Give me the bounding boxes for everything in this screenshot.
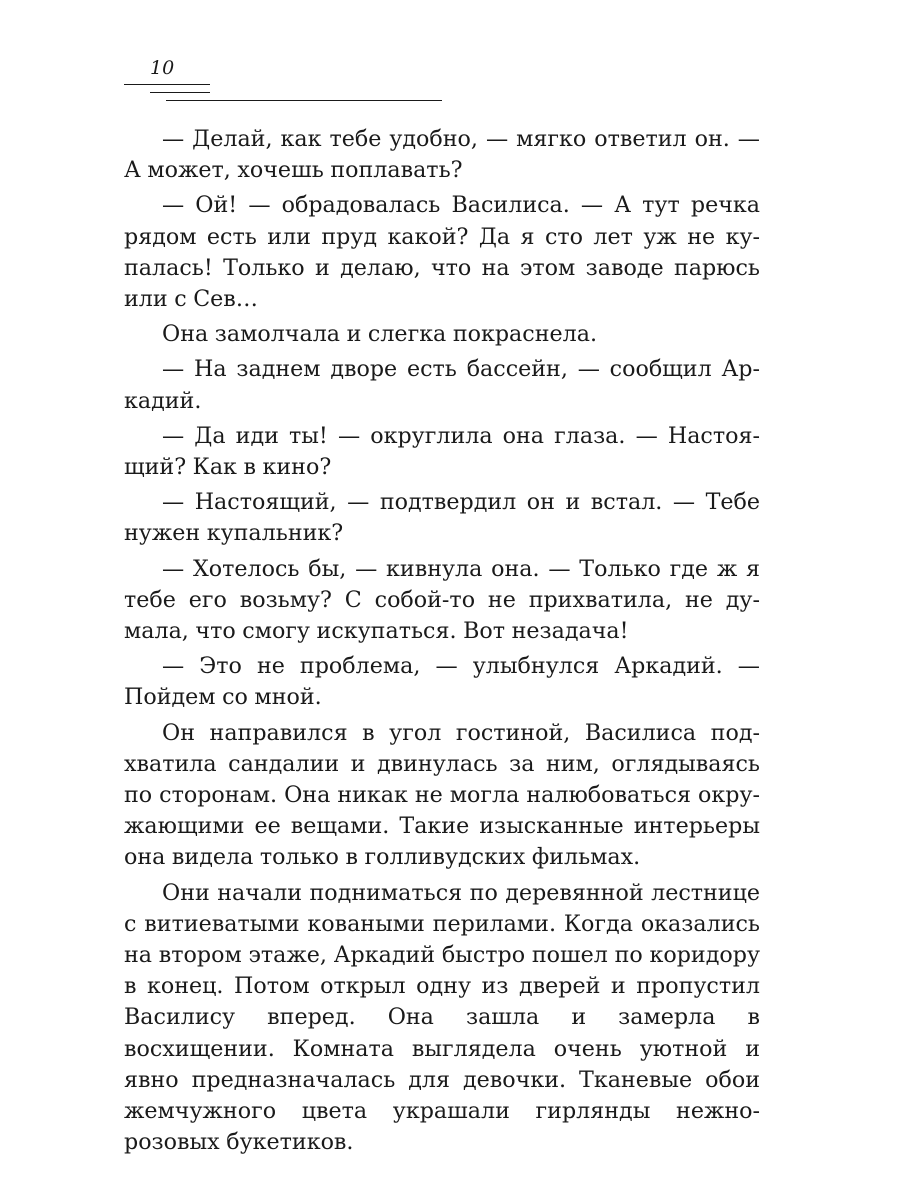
header-rule-long	[166, 100, 442, 101]
paragraph-8: — Это не проблема, — улыбнулся Аркадий. — Пойдем со мной.	[124, 653, 760, 711]
body-text	[124, 124, 760, 1159]
header-rule-top	[124, 84, 210, 85]
page-number: 10	[150, 57, 175, 79]
paragraph-5: — Да иди ты! — округлила она глаза. — Настоящий? Как в кино?	[124, 422, 760, 481]
paragraph-7: — Хотелось бы, — кивнула она. — Только где ж я тебе его возьму? С собой-то не прихватила, не думала, что смогу искупаться. Вот незадача!	[124, 555, 760, 645]
paragraph-2: — Ой! — обрадовалась Василиса. — А тут речка рядом есть или пруд какой? Да я сто лет уж не купалась! Только и делаю, что на этом заводе парюсь или с Сев…	[124, 192, 760, 313]
paragraph-6: — Настоящий, — подтвердил он и встал. — Тебе нужен купальник?	[124, 489, 760, 547]
header-rule-middle	[150, 92, 210, 93]
paragraph-4: — На заднем дворе есть бассейн, — сообщил Аркадий.	[124, 356, 760, 414]
paragraph-9: Он направился в угол гостиной, Василиса подхватила сандалии и двинулась за ним, оглядываясь по сторонам. Она никак не могла налюбоваться окружающими ее вещами. Такие изысканные интерьеры она видела только в голливудских фильмах.	[124, 719, 760, 871]
page-header	[124, 58, 454, 108]
paragraph-3: Она замолчала и слегка покраснела.	[162, 321, 598, 348]
paragraph-1: — Делай, как тебе удобно, — мягко ответил он. — А может, хочешь поплавать?	[124, 126, 760, 184]
paragraph-10: Они начали подниматься по деревянной лестнице с витиеватыми коваными перилами. Когда оказались на втором этаже, Аркадий быстро пошел по коридору в конец. Потом открыл одну из дверей и пропустил Василису вперед. Она зашла и замерла в восхищении. Комната выглядела очень уютной и явно предназначалась для девочки. Тканевые обои жемчужного цвета украшали гирлянды нежно-розовых букетиков.	[124, 879, 760, 1156]
